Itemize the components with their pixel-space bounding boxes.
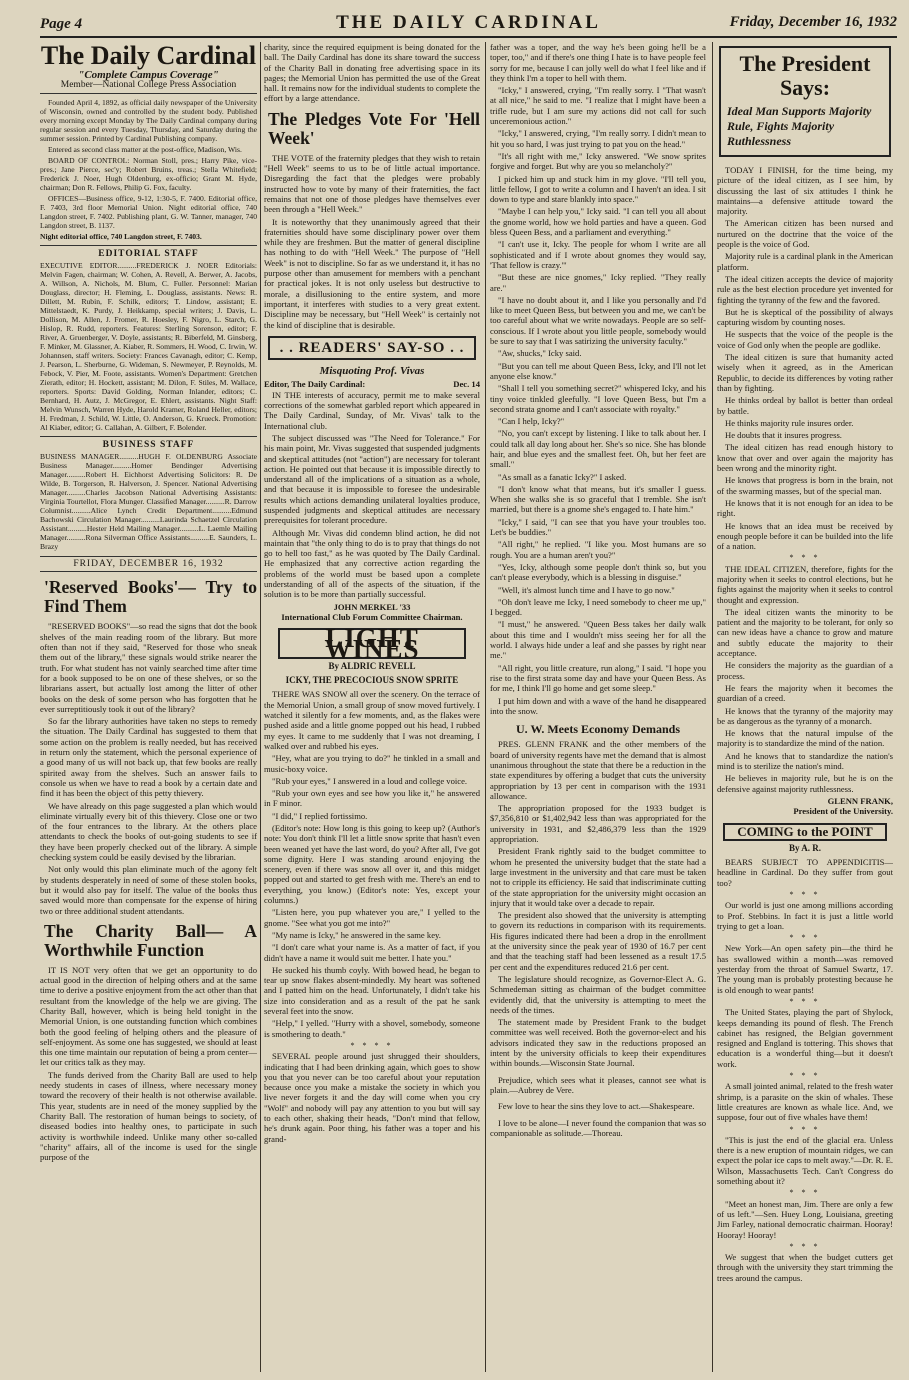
- editorial-paragraph: The statement made by President Frank to the budget committee was well received. Both the governor-elect and his advisors indicated they saw in the reductions proposed an intent by the university officials to keep their expenditures within bounds.—Wisconsin State Journal.: [490, 1017, 706, 1069]
- editorial-paragraph: PRES. GLENN FRANK and the other members of the board of university regents have met the demand that is almost unanimous throughout the state that there be a reduction in the state expenditures by offering a budget that cuts the university appropriation by 13 per cent in comparison with the 1931 allowance.: [490, 739, 706, 801]
- column-rule: [712, 42, 713, 1372]
- column-paragraph: He knows that it is not enough for an idea to be right.: [717, 497, 893, 519]
- column-paragraph: "No, you can't except by listening. I like to talk about her. I could talk all day long about her. She's so nice. She has blonde hair, and blue eyes and the smallest feet. Oh, but her feet are small.": [490, 428, 706, 470]
- founded-text: Founded April 4, 1892, as official daily newspaper of the University of Wisconsin, owned and controlled by the student body. Published every morning except Monday by The Daily Cardinal company during regular session and every Tuesday, Thursday, and Saturday during the summer session. Printed by Cardinal Publishing company.: [40, 97, 257, 143]
- quotation: Few love to hear the sins they love to act.—Shakespeare.: [498, 1101, 695, 1112]
- column-paragraph: "Oh don't leave me Icky, I need somebody to cheer me up," I begged.: [490, 596, 706, 618]
- column-paragraph: "All right, you little creature, run along," I said. "I hope you rise to the first strata some day and have your Queen Bess. As for me, I think I'll go home and get some sleep.": [490, 662, 706, 694]
- column-paragraph: "As small as a fanatic Icky?" I asked.: [498, 471, 627, 482]
- column-paragraph: He doubts that it insures progress.: [725, 430, 842, 441]
- column-paragraph: "All right," he replied. "I like you. Most humans are so rough. You are a human aren't you?": [490, 539, 706, 560]
- letter-heading: Misquoting Prof. Vivas: [319, 365, 425, 378]
- column-paragraph: The United States, playing the part of Shylock, keeps demanding its pound of flesh. The French cabinet has resigned, the Belgian government resigned and England is tottering. This shows that education is a wonderful thing—but it doesn't work.: [717, 1007, 893, 1069]
- column-paragraph: BEARS SUBJECT TO APPENDICITIS—headline in Cardinal. Do they suffer from gout too?: [717, 857, 893, 888]
- president-says-title: The President Says:: [739, 51, 871, 100]
- editorial-heading-hell-week: The Pledges Vote For 'Hell Week': [268, 108, 480, 148]
- column-paragraph: "I can't use it, Icky. The people for whom I write are all sophisticated and if I wrote about gnomes they would say, 'That fellow is crazy.'": [490, 239, 706, 270]
- column-paragraph: New York—An open safety pin—the third he has swallowed within a month—was removed yesterday from the throat of Samuel Swartz, 17. The young man is probably protesting because he is old enough to wear pants!: [717, 943, 893, 995]
- column-paragraph: "Well, it's almost lunch time and I have to go now.": [498, 584, 675, 595]
- night-office: Night editorial office, 740 Langdon street, F. 7403.: [40, 231, 202, 241]
- business-staff-list: BUSINESS MANAGER..........HUGH F. OLDENBURG Associate Business Manager..........Homer Bendinger Advertising Manager..........Robert H. Eichhorst Advertising Solicitors: R. De Wilde, B. Torgerson, R. Halverson, J. Spencer. National Advertising Manager..........Charles Jacobson National Advertising Assistants: Virginia Tourtellot, Flora Munger. Classified Manager..........R. Darrow Columnist..........Alice Lynch Credit Department..........Edmund Bachowski Circulation Manager..........Laurinda Schaetzel Circulation Assistant..........Hester Held Mailing Manager..........L. Laemle Mailing Manager..........Rona Silverman Office Assistants..........E. Saunders, L. Brazy: [40, 452, 257, 552]
- column-paragraph: A small jointed animal, related to the fresh water shrimp, is a parasite on the skin of whales. These little creatures are known as whale lice. And, we suppose, four out of five whales have them!: [717, 1081, 893, 1123]
- column-paragraph: "Rub your own eyes and see how you like it," he answered in F minor.: [264, 788, 480, 809]
- column-paragraph: The ideal citizen accepts the device of majority rule as the best election procedure yet invented for fighting the tyranny of the few and the favored.: [717, 273, 893, 305]
- page-number: Page 4: [40, 16, 83, 32]
- entered-text: Entered as second class matter at the post-office, Madison, Wis.: [48, 144, 242, 154]
- letter-paragraph: IN THE interests of accuracy, permit me to make several corrections of the somewhat garbled report which appeared in The Daily Cardinal, Sunday, of Mr. Vivas' talk to the International club.: [264, 389, 480, 431]
- column-paragraph: Our world is just one among millions according to Prof. Stebbins. In fact it is just a little world trying to get a loan.: [717, 900, 893, 931]
- president-says-subhead: Ideal Man Supports Majority Rule, Fights Majority Ruthlessness: [727, 104, 872, 148]
- column-paragraph: "I did," I replied fortissimo.: [272, 810, 368, 821]
- slogan: "Complete Campus Coverage": [78, 69, 219, 81]
- column-paragraph: "Listen here, you pup whatever you are," I yelled to the gnome. "See what you got me into?": [264, 907, 480, 928]
- readers-say-so-heading: . . READERS' SAY-SO . .: [268, 336, 476, 360]
- editorial-heading-reserved-books: 'Reserved Books'— Try to Find Them: [44, 577, 257, 617]
- editorial-paragraph: IT IS NOT very often that we get an opportunity to do actual good in the direction of helping others and at the same time to derive a positive enjoyment from the act other than that resultant from the knowledge of the help we are giving. The Charity Ball, however, which is being held tonight in the Memorial Union, is one outstanding function which combines both the good feeling of helping others and the pleasure of self-enjoyment. As some one has suggested, we should at least this one time maintain our reputation of being a prom center—let our critics talk as they may.: [40, 964, 257, 1068]
- column-1: [40, 42, 257, 1372]
- quotation: Prejudice, which sees what it pleases, cannot see what is plain.—Aubrey de Vere.: [490, 1074, 706, 1095]
- column-paragraph: He knows that the tyranny of the majority may be as dangerous as the tyranny of a monarch.: [717, 705, 893, 726]
- section-break: * * *: [789, 1124, 821, 1134]
- column-paragraph: "Shall I tell you something secret?" whispered Icky, and his tiny voice tinkled gleefully. "I love Queen Bess, but I'm a second strata gnome and I can't associate with royalty.": [490, 383, 706, 414]
- light-wines-heading: LIGHT WINES: [278, 628, 466, 659]
- column-paragraph: We suggest that when the budget cutters get through with the university they start trimming the trees around the campus.: [717, 1252, 893, 1283]
- letter-signature-title: International Club Forum Committee Chairman.: [281, 611, 463, 622]
- column-paragraph: "But you can tell me about Queen Bess, Icky, and I'll not let anyone else know.": [490, 360, 706, 381]
- editorial-paragraph: Not only would this plan eliminate much of the agony felt by students desperately in need of some of these stolen books, but it would also pay for itself. The value of the books thus saved would more than compensate for the expense of hiring two or three additional student attendants.: [40, 864, 257, 916]
- editorial-paragraph: "RESERVED BOOKS"—so read the signs that dot the book shelves of the main reading room of the library. But more often than not if they said, "Reserved for those who sneak them out of the library," these signals would strike nearer the truth. For what student has not vainly searched time after time for a book supposed to be on one of these shelves, or so the librarians assert, but actually lost among the litter of other books on the desk of some person who has forgotten that he ever surreptitiously took it out of the library?: [40, 621, 257, 714]
- offices-text: OFFICES—Business office, 9-12, 1:30-5, F. 7400. Editorial office, F. 7403, 3rd floor Memorial Union. Night editorial office, 740 Langdon street, F. 7402. Publishing plant, G. W. Tanner, manager, 740 Langdon street, B. 1137.: [40, 193, 257, 230]
- section-break: * * *: [789, 996, 821, 1006]
- letter-signature: JOHN MERKEL '33: [333, 601, 411, 612]
- column-paragraph: SEVERAL people around just shrugged their shoulders, indicating that I had been drinking again, which goes to show you that you never can be too careful about your reputation because once you make a mistake the society in which you live never forgets it and the day will come when you cry "Wolf" and nobody will pay any attention to you but will say to each other, shaking their heads, "Don't mind that fellow, he's drunk again. Poor thing, his father was a toper and his grand-: [264, 1051, 480, 1144]
- editorial-paragraph: The appropriation proposed for the 1933 budget is $7,356,810 or $1,402,942 less than was appropriated for the university in 1931, and $2,486,379 less than the 1929 appropriation.: [490, 803, 706, 845]
- column-paragraph: He knows that the natural impulse of the majority is to standardize the mind of the nation.: [717, 728, 893, 749]
- column-paragraph: THERE WAS SNOW all over the scenery. On the terrace of the Memorial Union, a small group of snow moved furtively. I watched it silently for a few moments, and, as the flakes were pushed aside and a little gnome popped out his head, I rubbed my eyes. It came to me suddenly that I was not dreaming, I walked over and rubbed his eyes.: [264, 689, 480, 751]
- column-paragraph: He knows that an idea must be received by enough people before it can be builded into the life of a nation.: [717, 520, 893, 552]
- editorial-staff-list: EXECUTIVE EDITOR..........FREDERICK J. NOER Editorials: Melvin Fagen, chairman; W. Cohen, A. Revell, A. Berwer, A. Jacobs, A. Willson, A. Nichols, M. Blum, C. Fuller. Personnel: Marian Douglass, director; H. Fleming, L. Douglass, assistants. News: R. Dillett, M. Rubin, F. Schilk, editors; T. Lindow, assistant; E. Mittelstaedt, K. Purdy, J. Heikkamp, special writers; J. Davis, L. Dollison, M. Allen, J. Fromer, R. Hoesley, F. Nigro, L. Starch, G. Hislop, R. Rudd, reporters. Features: Sterling Sorenson, editor; F. River, A. Gruenberger, V. Doyle, assistants; R. Biberfeld, M. Ginsberg, F. Minker, M. Glassner, A. Kiaber, R. Sommers, H. Wood, C. Irwin, W. Johannsen, staff writers. Society: Frances Cavanagh, editor; C. Kemp, J. Pearson, L. Sherburne, G. Wideman, S. Newmeyer, P. Reynolds, M. Febock, V. Pier, M. Foote, assistants. Women's Department: Gretchen Zierath, editor; H. Hockett, assistant; M. Dilon, F. Stiles, M. Wallace, reporters. Sports: David Golding, Norman Inlander, editors; C. Bernhard, H. Autz, J. McGregor, E. Ehlert, assistants. Night Staff: Melvin Wunsch, Warren Hyde, Harold Kramer, Roland Heller, editors; H. Fredman, J. Schild, W. Little, O. Anderson, G. Krueck. Promotion: Al Kiaber, editor; G. Callahan, A. Gilbert, F. Bolender.: [40, 260, 257, 432]
- column-paragraph: "Icky," I answered, crying, "I'm really sorry. I didn't mean to hit you so hard, I was just trying to pat you on the head.": [490, 128, 706, 149]
- letter-date: Dec. 14: [453, 379, 480, 390]
- editorial-paragraph: THE VOTE of the fraternity pledges that they wish to retain "Hell Week" seems to us to be of little actual importance. Disregarding the fact that the pledges were probably instructed how to vote by many of their fraternities, the fact remains that not one of those pledges have themselves ever been through a "Hell Week.": [264, 152, 480, 215]
- letter-salutation: Editor, The Daily Cardinal:: [264, 379, 366, 390]
- column-paragraph: THE IDEAL CITIZEN, therefore, fights for the majority when it seeks to control elections, but he fights against the majority when it seeks to control thought and expression.: [717, 563, 893, 605]
- column-paragraph: He believes in majority rule, but he is on the defensive against majority ruthlessness.: [717, 773, 893, 794]
- column-paragraph: He knows that progress is born in the brain, not of the swarming masses, but of the special man.: [717, 475, 893, 496]
- column-paragraph: "I must," he answered. "Queen Bess takes her daily walk about this time and I wouldn't miss seeing her for all the world. I always hide under a leaf and she passes by right near me.": [490, 619, 706, 661]
- letter-salutation-row: [264, 379, 480, 389]
- editorial-paragraph: It is noteworthy that they unanimously agreed that their fraternities should have some disciplinary power over them while they are freshmen. But the matter of general discipline has nothing to do with "Hell Week." The purpose of "Hell Week" is not to discipline. So far as we understand it, it has no purpose other than amusement for members with a penchant for practical jokes. It is not only useless but destructive to morale, a disillusioning to the entire system, and more important, it interferes with studies to a very great extent. Discipline may be necessary, but "Hell Week" is certainly not the kind of discipline that is desirable.: [264, 216, 480, 330]
- column-rule: [485, 42, 486, 1372]
- editorial-paragraph: The legislature should recognize, as Governor-Elect A. G. Schmedeman sitting as chairman of the budget committee evidently did, that the university is attempting to meet the needs of the times.: [490, 973, 706, 1015]
- section-break: * * *: [789, 1188, 821, 1198]
- column-rule: [260, 42, 261, 1372]
- light-wines-byline: By ALDRIC REVELL: [328, 660, 416, 671]
- letter-paragraph: Although Mr. Vivas did condemn blind action, he did not maintain that "the only thing to do is to pray that things do not go to hell too fast," as he was quoted by The Daily Cardinal. He emphasized that any corrective action regarding the problems of the world must be based upon a complete understanding of all of the aspects of the situation, if the solution is to be more than partially successful.: [264, 527, 480, 600]
- column-paragraph: father was a toper, and the way he's been going he'll be a toper, too," and if there's one thing I hate is to have people feel sorry for me, because I can jolly well do what I feel like and if they think I'm a toper to hell with them.: [490, 42, 706, 83]
- editorial-dateline: FRIDAY, DECEMBER 16, 1932: [40, 556, 257, 572]
- column-paragraph: He thinks ordeal by ballot is better than ordeal by battle.: [717, 395, 893, 416]
- column-paragraph: "Can I help, Icky?": [498, 416, 565, 427]
- column-paragraph: "I don't care what your name is. As a matter of fact, if you didn't have a name it would suit me better. I hate you.": [264, 942, 480, 963]
- editorial-staff-heading: EDITORIAL STAFF: [40, 245, 257, 259]
- column-paragraph: "Rub your eyes," I answered in a loud and college voice.: [272, 775, 468, 786]
- coming-to-the-point-byline: By A. R.: [788, 842, 821, 853]
- editorial-paragraph: The funds derived from the Charity Ball are used to help needy students in cases of illness, where necessary money toward the recovery of their health is not otherwise available. This year, students are in need of the money supplied by the Charity Ball. The restoration of human beings to society, of diseased bodies into healthy ones, to participate in such activity is worthwhile indeed. Unlike many other so-called "charity" affairs, all of the income is used for the single purpose of the: [40, 1069, 257, 1163]
- editorial-heading-economy: U. W. Meets Economy Demands: [516, 722, 680, 737]
- column-paragraph: "I don't know what that means, but it's smaller I guess. When she walks she is so graceful that I tremble. She isn't married, but there is a gnome she's engaged to. I hate him.": [490, 483, 706, 515]
- president-says-box: [719, 46, 891, 157]
- column-paragraph: The ideal citizen is sure that humanity acted wisely when it agreed, as in the American Republic, to decide its differences by voting rather than by fighting.: [717, 352, 893, 393]
- column-paragraph: "Aw, shucks," Icky said.: [498, 348, 582, 359]
- column-paragraph: He fears the majority when it becomes the guardian of a creed.: [717, 682, 893, 704]
- section-break: * * *: [789, 890, 821, 899]
- column-paragraph: "My name is Icky," he answered in the same key.: [272, 929, 441, 940]
- business-staff-heading: BUSINESS STAFF: [40, 436, 257, 450]
- column-2: [264, 42, 480, 1372]
- column-paragraph: He sucked his thumb coyly. With bowed head, he began to tear up snow flakes absent-mindedly. My heart was softened and I patted him on the head. Unfortunately, I didn't take his size into consideration and as a result of the pat he sank several feet into the snow.: [264, 964, 480, 1017]
- column-paragraph: The ideal citizen has read enough history to know that over and over again the majority has been wrong and the minority right.: [717, 442, 893, 474]
- column-paragraph: TODAY I FINISH, for the time being, my picture of the ideal citizen, as I see him, by discussing the last of six attitudes I think he maintains—a defensive attitude toward the majority.: [717, 165, 893, 217]
- section-break: * * *: [789, 553, 821, 563]
- column-paragraph: "Icky," I said, "I can see that you have your troubles too. Let's be buddies.": [490, 516, 706, 538]
- section-break: * * *: [789, 1071, 821, 1081]
- letter-paragraph: The subject discussed was "The Need for Tolerance." For his main point, Mr. Vivas suggested that suspended judgments and skeptical attitudes (not "action") are necessary for tolerant action. He pointed out that because it is impossible directly to understand all of the implications of a situation as a whole, and that because it is impossible to foresee the undesirable results which actions demanding unilateral loyalties produce, suspended judgments and skeptical attitudes are necessary prerequisites for tolerant procedure.: [264, 432, 480, 526]
- nameplate: The Daily Cardinal: [40, 42, 257, 70]
- section-break: * * *: [789, 933, 821, 943]
- charity-continued: charity, since the required equipment is being donated for the ball. The Daily Cardinal has done its share toward the success of the Charity Ball in donating free advertising space in its pages; the Memorial Union has permitted the use of the Great hall. It remains now for the individual students to complete the effort by a large attendance.: [264, 42, 480, 104]
- president-signature: GLENN FRANK,: [827, 795, 893, 806]
- column-paragraph: He suspects that the voice of the people is the voice of God only when the people are godlike.: [717, 329, 893, 350]
- paper-title: THE DAILY CARDINAL: [336, 12, 601, 33]
- column-paragraph: The ideal citizen wants the minority to be patient and the majority to be tolerant, for only so can new ideas have a chance to grow and mature and subtly educate the majority to their acceptance.: [717, 606, 893, 659]
- column-paragraph: But he is skeptical of the possibility of always capturing wisdom by counting noses.: [717, 306, 893, 328]
- column-paragraph: "Hey, what are you trying to do?" he tinkled in a small and music-boxy voice.: [264, 753, 480, 774]
- editorial-paragraph: So far the library authorities have taken no steps to remedy the situation. The Daily Cardinal has suggested to them that some action on the problem is really needed, but has received in return only the statement, which the personal experience of a good many of us will not back up, that few books are really spirited away from the shelves. Such an answer fails to console us when we have to read a book by a certain date and find it has been the object of this petty thievery.: [40, 716, 257, 799]
- light-wines-subhead: ICKY, THE PRECOCIOUS SNOW SPRITE: [285, 675, 459, 686]
- column-paragraph: "I have no doubt about it, and I like you personally and I'd like to meet Queen Bess, but between you and me, we can't be too careful about what we write nowadays. People are so self-conscious. If I wrote about you little people, somebody would be sure to say that I was satirizing the university faculty.": [490, 294, 706, 347]
- column-paragraph: I picked him up and stuck him in my glove. "I'll tell you, little fellow, I got to write a column and I haven't an idea. I sit down to type and stare blankly into space.": [490, 173, 706, 205]
- column-paragraph: "Meet an honest man, Jim. There are only a few of us left."—Sen. Huey Long, Louisiana, greeting Jim Farley, national democratic chairman. Hooray! Hooray! Hooray!: [717, 1198, 893, 1240]
- column-paragraph: He considers the majority as the guardian of a process.: [717, 660, 893, 681]
- editorial-paragraph: We have already on this page suggested a plan which would eliminate virtually every bit of this thievery. Close one or two of the four entrances to the library. At the others place attendants to check the books of out-going students to see if they have been properly checked out of the library. A simple checking system could be easily devised by the librarian.: [40, 800, 257, 863]
- editorial-paragraph: President Frank rightly said to the budget committee to whom he presented the university budget that the state had a large investment in the university and that care must be taken not to cripple its efficiency. He said that indiscriminate cutting of the state appropriation for the university might occasion an injury that it would take over a decade to repair.: [490, 846, 706, 908]
- column-paragraph: (Editor's note: How long is this going to keep up? (Author's note: You don't think I'll let a little snow sprite that hasn't even been weaned yet have the last word, do you? After all, I've got some dignity. Here I was standing around enjoying the scenery, even if there was snow all over it, and this midget popped out and started to get fresh with me. There's an end to everything, you know.) (Editor's note: Yes, except your columns.): [264, 823, 480, 906]
- column-paragraph: "This is just the end of the glacial era. Unless there is a new eruption of mountain ridges, we can expect the polar ice caps to melt away."—Dr. R. E. Wilson, Massachusetts Tech. Can't Congress do something about it?: [717, 1134, 893, 1187]
- section-break: * * * *: [350, 1040, 394, 1050]
- column-paragraph: "It's all right with me," Icky answered. "We snow sprites forgive and forget. But why are you so melancholy?": [490, 150, 706, 172]
- president-signature-title: President of the University.: [793, 806, 893, 817]
- column-paragraph: And he knows that to standardize the nation's mind is to sterilize the nation's mind.: [717, 750, 893, 772]
- masthead: [40, 6, 897, 38]
- column-3: [490, 42, 706, 1372]
- quotation: I love to be alone—I never found the companion that was so companionable as solitude.—Thoreau.: [490, 1117, 706, 1138]
- section-break: * * *: [789, 1241, 821, 1251]
- editorial-heading-charity-ball: The Charity Ball— A Worthwhile Function: [44, 920, 257, 960]
- column-4: [717, 42, 893, 1372]
- column-paragraph: "Icky," I answered, crying, "I'm really sorry. I "That wasn't at all nice," he said to me. "I realize that I might have been a trifle rude, but I am sure my actions did not call for such unceremonious action.": [490, 85, 706, 127]
- column-paragraph: "Yes, Icky, although some people don't think so, but you can't please everybody, which is a blessing in disguise.": [490, 561, 706, 583]
- column-paragraph: "Maybe I can help you," Icky said. "I can tell you all about the gnome world, how we hold parties and have a queen. God bless Queen Bess, and a parliament and everything.": [490, 206, 706, 238]
- column-paragraph: I put him down and with a wave of the hand he disappeared into the snow.: [490, 695, 706, 716]
- column-paragraph: "But these are nice gnomes," Icky replied. "They really are.": [490, 272, 706, 293]
- coming-to-the-point-heading: COMING to the POINT: [723, 823, 887, 841]
- column-paragraph: The American citizen has been nursed and nurtured on the doctrine that the voice of the people is the voice of God.: [717, 218, 893, 250]
- column-paragraph: "Help," I yelled. "Hurry with a shovel, somebody, someone is smothering to death.": [264, 1018, 480, 1039]
- board-of-control: BOARD OF CONTROL: Norman Stoll, pres.; Harry Pike, vice-pres.; Jane Pierce, sec'y; Robert Bruins, treas.; Stella Whitefield; Frederick J. Noer, Hugh Oldenburg, ex-officio; Grant M. Hyde, chairman; Don R. Fellows, Philip G. Fox, faculty.: [40, 155, 257, 192]
- membership-line: Member—National College Press Association: [40, 80, 257, 93]
- issue-date: Friday, December 16, 1932: [729, 14, 897, 30]
- column-paragraph: Majority rule is a cardinal plank in the American platform.: [717, 251, 893, 272]
- editorial-paragraph: The president also showed that the university is attempting to govern its reductions in comparison with its requirements. His figures indicated there had been a drop in the enrollment at the university since the peak year of 1930 of 16.7 per cent and that the teaching staff had been lessened as a result 17.5 per cent and the expenditures reduced 21.6 per cent.: [490, 910, 706, 972]
- column-paragraph: He thinks majority rule insures order.: [725, 417, 854, 428]
